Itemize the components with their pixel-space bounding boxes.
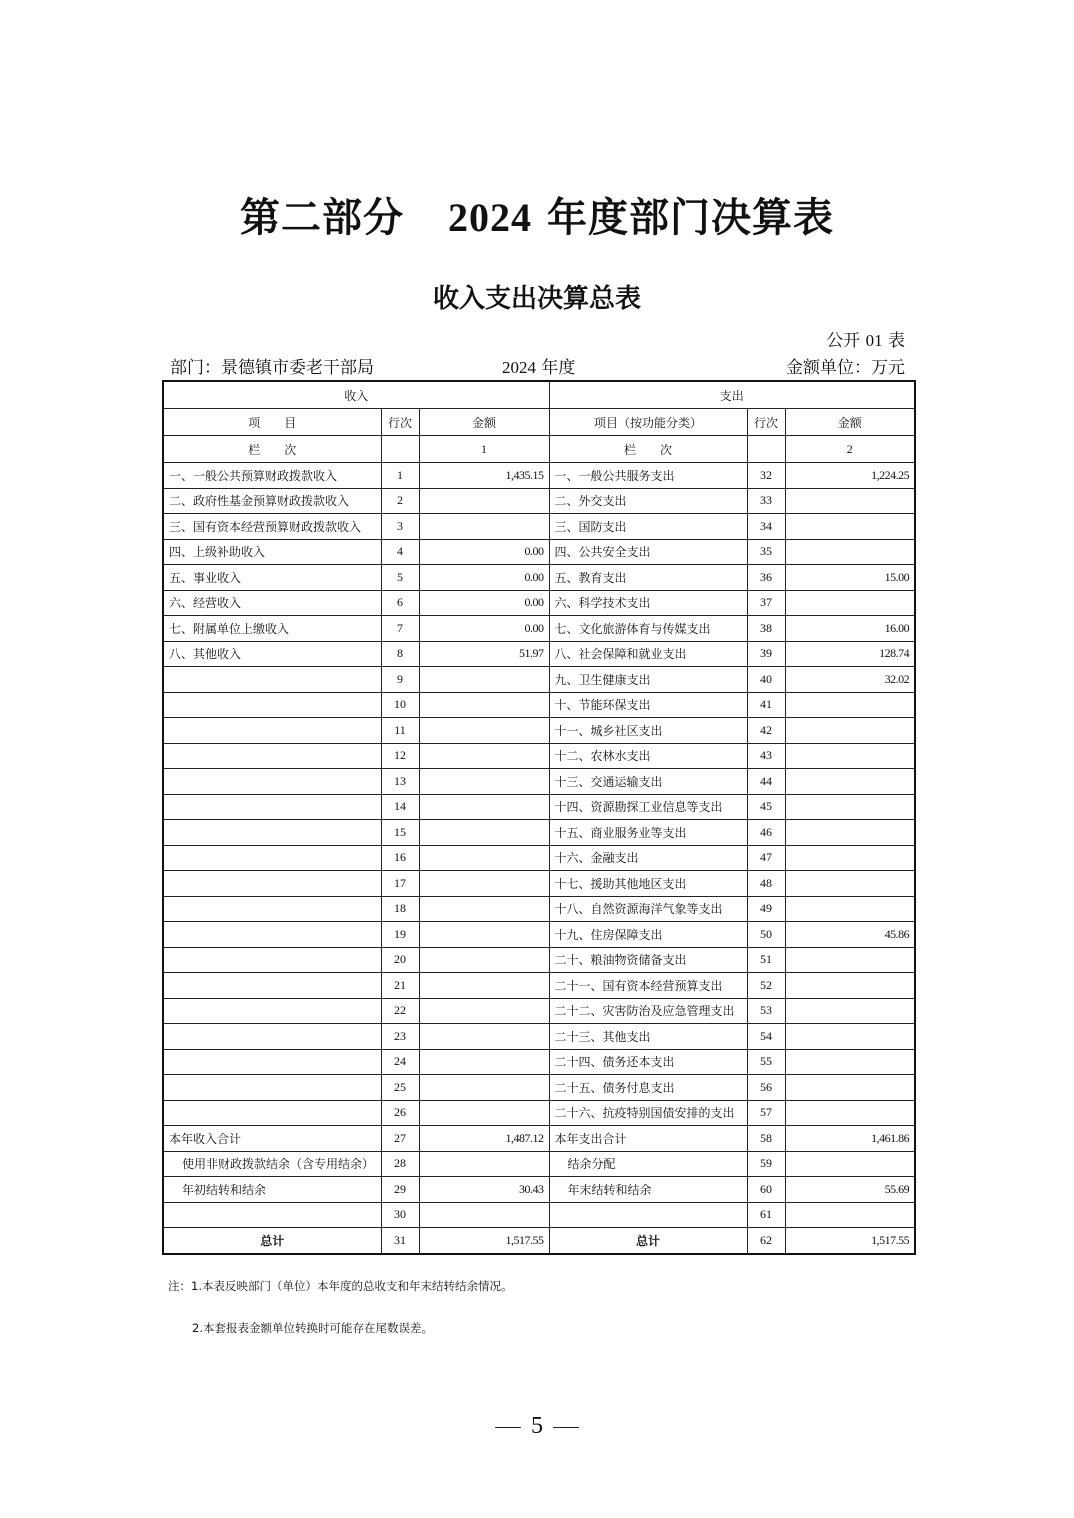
expense-amount-cell: [785, 871, 915, 897]
expense-amount-cell: [785, 820, 915, 846]
income-amount-cell: 1,435.15: [419, 463, 549, 489]
expense-line-cell: 43: [747, 743, 785, 769]
table-row: [163, 743, 915, 769]
expense-amount-cell: 32.02: [785, 667, 915, 693]
expense-amount-cell: [785, 1049, 915, 1075]
report-year-suffix: 年度: [541, 358, 576, 378]
col-header-income-amount: 金额: [419, 409, 549, 436]
report-year: [502, 353, 575, 378]
income-item-cell: 三、国有资本经营预算财政拨款收入: [163, 514, 381, 540]
table-row: [163, 1151, 915, 1177]
expense-item-cell: 本年支出合计: [549, 1126, 747, 1152]
expense-line-cell: 46: [747, 820, 785, 846]
expense-item-cell: 二、外交支出: [549, 488, 747, 514]
document-title: [0, 186, 1074, 243]
income-amount-cell: [419, 1075, 549, 1101]
table-number-prefix: 公开: [826, 331, 861, 351]
expense-line-cell: 41: [747, 692, 785, 718]
table-meta: [170, 353, 905, 377]
income-item-cell: [163, 692, 381, 718]
table-row: [163, 922, 915, 948]
table-row: [163, 616, 915, 642]
table-row: [163, 769, 915, 795]
amount-unit: 金额单位：万元: [786, 358, 905, 378]
expense-line-cell: 58: [747, 1126, 785, 1152]
expense-line-cell: 53: [747, 998, 785, 1024]
income-line-cell: 4: [381, 539, 419, 565]
expense-line-cell: 60: [747, 1177, 785, 1203]
page-number-value: 5: [531, 1413, 543, 1439]
income-item-cell: [163, 718, 381, 744]
expense-line-cell: 54: [747, 1024, 785, 1050]
income-item-cell: [163, 845, 381, 871]
income-amount-cell: [419, 947, 549, 973]
expense-line-cell: 44: [747, 769, 785, 795]
income-line-cell: 14: [381, 794, 419, 820]
expense-line-cell: 38: [747, 616, 785, 642]
income-amount-cell: 1,487.12: [419, 1126, 549, 1152]
table-row: [163, 1177, 915, 1203]
notes: [168, 1278, 512, 1362]
table-row: [163, 539, 915, 565]
income-amount-cell: [419, 922, 549, 948]
table-number-value: 01: [865, 331, 883, 350]
expense-amount-cell: 128.74: [785, 641, 915, 667]
expense-item-cell: 五、教育支出: [549, 565, 747, 591]
table-row: [163, 667, 915, 693]
expense-line-cell: 39: [747, 641, 785, 667]
expense-line-cell: 36: [747, 565, 785, 591]
expense-item-cell: 九、卫生健康支出: [549, 667, 747, 693]
income-line-cell: 1: [381, 463, 419, 489]
expense-item-cell: 二十六、抗疫特别国债安排的支出: [549, 1100, 747, 1126]
income-amount-cell: 0.00: [419, 565, 549, 591]
income-item-cell: 五、事业收入: [163, 565, 381, 591]
col-index-label-income: 栏 次: [163, 436, 381, 463]
income-line-cell: 16: [381, 845, 419, 871]
expense-item-cell: 一、一般公共服务支出: [549, 463, 747, 489]
income-amount-cell: [419, 1024, 549, 1050]
table-row: [163, 998, 915, 1024]
table-row: [163, 1024, 915, 1050]
income-line-cell: 27: [381, 1126, 419, 1152]
col-index-income-line: [381, 436, 419, 463]
expense-amount-cell: [785, 488, 915, 514]
expense-item-cell: 三、国防支出: [549, 514, 747, 540]
income-amount-cell: 0.00: [419, 616, 549, 642]
expense-amount-cell: [785, 1075, 915, 1101]
expense-amount-cell: [785, 1202, 915, 1228]
expense-line-cell: 32: [747, 463, 785, 489]
expense-line-cell: 49: [747, 896, 785, 922]
note-2: 2.本套报表金额单位转换时可能存在尾数误差。: [192, 1321, 433, 1335]
col-header-income-item: 项 目: [163, 409, 381, 436]
table-row: [163, 871, 915, 897]
table-number-suffix: 表: [888, 331, 905, 351]
table-number: [826, 326, 905, 351]
income-amount-cell: [419, 871, 549, 897]
income-line-cell: 23: [381, 1024, 419, 1050]
table-row: [163, 1202, 915, 1228]
expense-amount-cell: [785, 718, 915, 744]
expense-item-cell: 十一、城乡社区支出: [549, 718, 747, 744]
expense-item-cell: 十八、自然资源海洋气象等支出: [549, 896, 747, 922]
income-line-cell: 31: [381, 1228, 419, 1254]
income-item-cell: [163, 947, 381, 973]
table-row: [163, 845, 915, 871]
income-line-cell: 8: [381, 641, 419, 667]
table-row: [163, 947, 915, 973]
income-line-cell: 17: [381, 871, 419, 897]
expense-line-cell: 62: [747, 1228, 785, 1254]
expense-amount-cell: [785, 947, 915, 973]
income-amount-cell: [419, 973, 549, 999]
expense-item-cell: 六、科学技术支出: [549, 590, 747, 616]
income-item-cell: 一、一般公共预算财政拨款收入: [163, 463, 381, 489]
income-item-cell: 六、经营收入: [163, 590, 381, 616]
col-index-expense: 2: [785, 436, 915, 463]
income-item-cell: 本年收入合计: [163, 1126, 381, 1152]
expense-amount-cell: [785, 794, 915, 820]
department-label: 部门：景德镇市委老干部局: [170, 358, 374, 378]
expense-amount-cell: [785, 769, 915, 795]
income-item-cell: [163, 743, 381, 769]
income-line-cell: 2: [381, 488, 419, 514]
table-row: [163, 1228, 915, 1254]
expense-line-cell: 61: [747, 1202, 785, 1228]
table-row: [163, 641, 915, 667]
table-row: [163, 590, 915, 616]
table-row: [163, 896, 915, 922]
table-row: [163, 1075, 915, 1101]
income-item-cell: [163, 1202, 381, 1228]
expense-item-cell: 八、社会保障和就业支出: [549, 641, 747, 667]
income-line-cell: 20: [381, 947, 419, 973]
expense-amount-cell: [785, 539, 915, 565]
expense-item-cell: 十四、资源勘探工业信息等支出: [549, 794, 747, 820]
expense-item-cell: [549, 1202, 747, 1228]
income-item-cell: [163, 1024, 381, 1050]
income-amount-cell: 1,517.55: [419, 1228, 549, 1254]
income-line-cell: 24: [381, 1049, 419, 1075]
expense-amount-cell: [785, 845, 915, 871]
table-row: [163, 1100, 915, 1126]
income-line-cell: 19: [381, 922, 419, 948]
income-line-cell: 30: [381, 1202, 419, 1228]
income-item-cell: [163, 973, 381, 999]
expense-item-cell: 十六、金融支出: [549, 845, 747, 871]
income-item-cell: [163, 871, 381, 897]
table-row: [163, 692, 915, 718]
expense-line-cell: 35: [747, 539, 785, 565]
income-item-cell: 年初结转和结余: [163, 1177, 381, 1203]
income-amount-cell: [419, 1151, 549, 1177]
expense-line-cell: 51: [747, 947, 785, 973]
expense-line-cell: 59: [747, 1151, 785, 1177]
table-row: [163, 488, 915, 514]
col-header-expense-item: 项目（按功能分类）: [549, 409, 747, 436]
expense-amount-cell: [785, 1024, 915, 1050]
expense-amount-cell: [785, 514, 915, 540]
column-header-row: [163, 409, 915, 436]
expense-line-cell: 45: [747, 794, 785, 820]
expense-amount-cell: [785, 590, 915, 616]
table-row: [163, 718, 915, 744]
page-dash-left: [495, 1427, 521, 1428]
expense-amount-cell: [785, 692, 915, 718]
report-year-number: 2024: [502, 358, 536, 377]
table-row: [163, 820, 915, 846]
expense-line-cell: 37: [747, 590, 785, 616]
expense-amount-cell: 1,224.25: [785, 463, 915, 489]
income-line-cell: 25: [381, 1075, 419, 1101]
income-item-cell: 总计: [163, 1228, 381, 1254]
income-item-cell: [163, 1049, 381, 1075]
income-line-cell: 10: [381, 692, 419, 718]
income-line-cell: 18: [381, 896, 419, 922]
income-amount-cell: [419, 514, 549, 540]
expense-item-cell: 四、公共安全支出: [549, 539, 747, 565]
income-amount-cell: [419, 769, 549, 795]
income-item-cell: [163, 769, 381, 795]
col-header-expense-line: 行次: [747, 409, 785, 436]
income-item-cell: [163, 1075, 381, 1101]
income-item-cell: [163, 922, 381, 948]
income-line-cell: 5: [381, 565, 419, 591]
income-line-cell: 9: [381, 667, 419, 693]
income-item-cell: 八、其他收入: [163, 641, 381, 667]
expense-item-cell: 十九、住房保障支出: [549, 922, 747, 948]
income-line-cell: 26: [381, 1100, 419, 1126]
expense-line-cell: 52: [747, 973, 785, 999]
note-1: 注：1.本表反映部门（单位）本年度的总收支和年末结转结余情况。: [168, 1279, 513, 1293]
income-amount-cell: [419, 667, 549, 693]
income-amount-cell: [419, 1202, 549, 1228]
col-index-expense-line: [747, 436, 785, 463]
expense-amount-cell: 16.00: [785, 616, 915, 642]
expense-line-cell: 50: [747, 922, 785, 948]
income-amount-cell: [419, 845, 549, 871]
income-line-cell: 22: [381, 998, 419, 1024]
expense-item-cell: 二十三、其他支出: [549, 1024, 747, 1050]
income-line-cell: 21: [381, 973, 419, 999]
expense-amount-cell: 45.86: [785, 922, 915, 948]
expense-item-cell: 十五、商业服务业等支出: [549, 820, 747, 846]
table-row: [163, 1126, 915, 1152]
group-header-row: [163, 381, 915, 409]
income-item-cell: [163, 820, 381, 846]
expense-amount-cell: [785, 1151, 915, 1177]
expense-amount-cell: [785, 973, 915, 999]
expense-item-cell: 十三、交通运输支出: [549, 769, 747, 795]
table-row: [163, 794, 915, 820]
col-index-label-expense: 栏 次: [549, 436, 747, 463]
income-line-cell: 29: [381, 1177, 419, 1203]
expense-amount-cell: 15.00: [785, 565, 915, 591]
expense-amount-cell: 55.69: [785, 1177, 915, 1203]
page-dash-right: [553, 1427, 579, 1428]
expense-item-cell: 二十二、灾害防治及应急管理支出: [549, 998, 747, 1024]
income-expense-table: [162, 380, 916, 1255]
income-amount-cell: [419, 488, 549, 514]
income-item-cell: [163, 794, 381, 820]
expense-group-header: 支出: [549, 381, 915, 409]
income-group-header: 收入: [163, 381, 549, 409]
income-amount-cell: [419, 1100, 549, 1126]
expense-item-cell: 总计: [549, 1228, 747, 1254]
income-item-cell: 二、政府性基金预算财政拨款收入: [163, 488, 381, 514]
income-amount-cell: [419, 998, 549, 1024]
expense-line-cell: 33: [747, 488, 785, 514]
table-row: [163, 514, 915, 540]
expense-item-cell: 十、节能环保支出: [549, 692, 747, 718]
expense-amount-cell: 1,517.55: [785, 1228, 915, 1254]
expense-line-cell: 56: [747, 1075, 785, 1101]
income-amount-cell: [419, 718, 549, 744]
expense-amount-cell: [785, 743, 915, 769]
income-item-cell: [163, 1100, 381, 1126]
expense-line-cell: 57: [747, 1100, 785, 1126]
income-item-cell: 四、上级补助收入: [163, 539, 381, 565]
income-item-cell: [163, 667, 381, 693]
expense-amount-cell: [785, 896, 915, 922]
table-row: [163, 463, 915, 489]
expense-item-cell: 年末结转和结余: [549, 1177, 747, 1203]
expense-item-cell: 二十五、债务付息支出: [549, 1075, 747, 1101]
income-amount-cell: [419, 820, 549, 846]
expense-item-cell: 二十一、国有资本经营预算支出: [549, 973, 747, 999]
col-header-income-line: 行次: [381, 409, 419, 436]
expense-amount-cell: [785, 1100, 915, 1126]
expense-item-cell: 二十、粮油物资储备支出: [549, 947, 747, 973]
expense-line-cell: 34: [747, 514, 785, 540]
col-index-income: 1: [419, 436, 549, 463]
income-item-cell: 使用非财政拨款结余（含专用结余）: [163, 1151, 381, 1177]
expense-item-cell: 十二、农林水支出: [549, 743, 747, 769]
table-row: [163, 973, 915, 999]
income-line-cell: 11: [381, 718, 419, 744]
expense-line-cell: 47: [747, 845, 785, 871]
title-rest: 年度部门决算表: [546, 195, 834, 241]
income-amount-cell: 51.97: [419, 641, 549, 667]
expense-line-cell: 40: [747, 667, 785, 693]
column-index-row: [163, 436, 915, 463]
income-line-cell: 15: [381, 820, 419, 846]
income-amount-cell: [419, 692, 549, 718]
title-year: 2024: [448, 195, 533, 240]
income-line-cell: 28: [381, 1151, 419, 1177]
title-part: 第二部分: [240, 195, 405, 241]
income-item-cell: 七、附属单位上缴收入: [163, 616, 381, 642]
table-row: [163, 565, 915, 591]
expense-amount-cell: 1,461.86: [785, 1126, 915, 1152]
income-line-cell: 12: [381, 743, 419, 769]
income-line-cell: 13: [381, 769, 419, 795]
expense-item-cell: 结余分配: [549, 1151, 747, 1177]
income-amount-cell: 0.00: [419, 539, 549, 565]
income-amount-cell: 30.43: [419, 1177, 549, 1203]
expense-line-cell: 48: [747, 871, 785, 897]
income-amount-cell: [419, 743, 549, 769]
expense-item-cell: 二十四、债务还本支出: [549, 1049, 747, 1075]
table-title: 收入支出决算总表: [432, 284, 641, 314]
income-line-cell: 6: [381, 590, 419, 616]
expense-item-cell: 十七、援助其他地区支出: [549, 871, 747, 897]
income-amount-cell: [419, 1049, 549, 1075]
expense-line-cell: 42: [747, 718, 785, 744]
income-amount-cell: 0.00: [419, 590, 549, 616]
expense-item-cell: 七、文化旅游体育与传媒支出: [549, 616, 747, 642]
col-header-expense-amount: 金额: [785, 409, 915, 436]
page-number: [0, 1413, 1074, 1440]
income-amount-cell: [419, 794, 549, 820]
expense-amount-cell: [785, 998, 915, 1024]
income-line-cell: 3: [381, 514, 419, 540]
income-amount-cell: [419, 896, 549, 922]
income-line-cell: 7: [381, 616, 419, 642]
income-item-cell: [163, 998, 381, 1024]
table-row: [163, 1049, 915, 1075]
income-item-cell: [163, 896, 381, 922]
expense-line-cell: 55: [747, 1049, 785, 1075]
